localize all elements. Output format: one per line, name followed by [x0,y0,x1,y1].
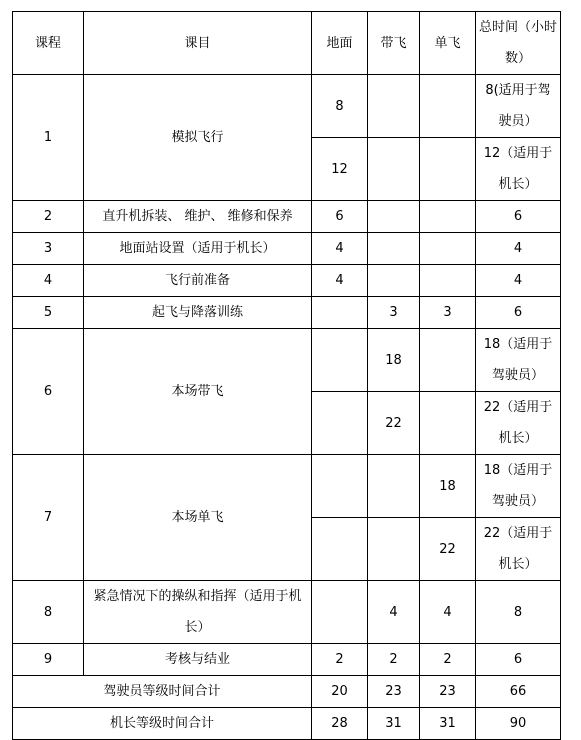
table-row [13,329,561,392]
ground-cell: 4 [312,265,368,297]
solo-cell: 22 [420,518,476,581]
solo-cell: 18 [420,455,476,518]
table-row [13,75,561,138]
ground-cell: 8 [312,75,368,138]
total-cell: 6 [476,297,561,329]
total-cell: 4 [476,233,561,265]
ground-cell [312,518,368,581]
header-dual: 带飞 [368,12,420,75]
dual-cell [368,138,420,201]
ground-cell [312,297,368,329]
dual-cell [368,518,420,581]
dual-cell: 18 [368,329,420,392]
solo-cell: 23 [420,676,476,708]
solo-cell: 3 [420,297,476,329]
subject-cell: 本场带飞 [84,329,312,455]
dual-cell: 3 [368,297,420,329]
total-cell: 22（适用于机长） [476,392,561,455]
header-subject: 课目 [84,12,312,75]
solo-cell [420,138,476,201]
course-number: 4 [13,265,84,297]
course-number: 8 [13,581,84,644]
ground-cell: 12 [312,138,368,201]
solo-cell: 2 [420,644,476,676]
dual-cell [368,201,420,233]
course-number: 1 [13,75,84,201]
subject-cell: 直升机拆装、 维护、 维修和保养 [84,201,312,233]
table-row [13,233,561,265]
solo-cell: 4 [420,581,476,644]
total-cell: 90 [476,708,561,740]
subject-cell: 飞行前准备 [84,265,312,297]
ground-cell: 28 [312,708,368,740]
solo-cell [420,75,476,138]
training-hours-table [12,11,561,740]
summary-label: 机长等级时间合计 [13,708,312,740]
ground-cell [312,392,368,455]
table-row [13,265,561,297]
course-number: 7 [13,455,84,581]
solo-cell [420,201,476,233]
table-row [13,455,561,518]
subject-cell: 模拟飞行 [84,75,312,201]
total-cell: 12（适用于机长） [476,138,561,201]
course-number: 2 [13,201,84,233]
subject-cell: 本场单飞 [84,455,312,581]
course-number: 5 [13,297,84,329]
ground-cell: 6 [312,201,368,233]
dual-cell [368,75,420,138]
dual-cell: 31 [368,708,420,740]
total-cell: 18（适用于驾驶员） [476,329,561,392]
ground-cell [312,455,368,518]
header-course: 课程 [13,12,84,75]
pilot-summary-row [13,676,561,708]
course-number: 6 [13,329,84,455]
dual-cell: 4 [368,581,420,644]
table-row [13,644,561,676]
summary-label: 驾驶员等级时间合计 [13,676,312,708]
header-total: 总时间（小时数） [476,12,561,75]
table-row [13,201,561,233]
subject-cell: 考核与结业 [84,644,312,676]
course-number: 9 [13,644,84,676]
total-cell: 22（适用于机长） [476,518,561,581]
total-cell: 4 [476,265,561,297]
header-row [13,12,561,75]
total-cell: 8 [476,581,561,644]
total-cell: 18（适用于驾驶员） [476,455,561,518]
header-ground: 地面 [312,12,368,75]
solo-cell [420,392,476,455]
dual-cell: 23 [368,676,420,708]
ground-cell [312,581,368,644]
header-solo: 单飞 [420,12,476,75]
dual-cell: 2 [368,644,420,676]
table-row [13,297,561,329]
course-number: 3 [13,233,84,265]
dual-cell [368,455,420,518]
total-cell: 66 [476,676,561,708]
total-cell: 8(适用于驾驶员） [476,75,561,138]
dual-cell: 22 [368,392,420,455]
solo-cell [420,265,476,297]
ground-cell [312,329,368,392]
ground-cell: 2 [312,644,368,676]
captain-summary-row [13,708,561,740]
total-cell: 6 [476,201,561,233]
solo-cell: 31 [420,708,476,740]
dual-cell [368,233,420,265]
solo-cell [420,329,476,392]
subject-cell: 紧急情况下的操纵和指挥（适用于机长） [84,581,312,644]
subject-cell: 地面站设置（适用于机长） [84,233,312,265]
subject-cell: 起飞与降落训练 [84,297,312,329]
training-hours-document [12,11,561,740]
ground-cell: 4 [312,233,368,265]
table-row [13,581,561,644]
solo-cell [420,233,476,265]
ground-cell: 20 [312,676,368,708]
dual-cell [368,265,420,297]
total-cell: 6 [476,644,561,676]
